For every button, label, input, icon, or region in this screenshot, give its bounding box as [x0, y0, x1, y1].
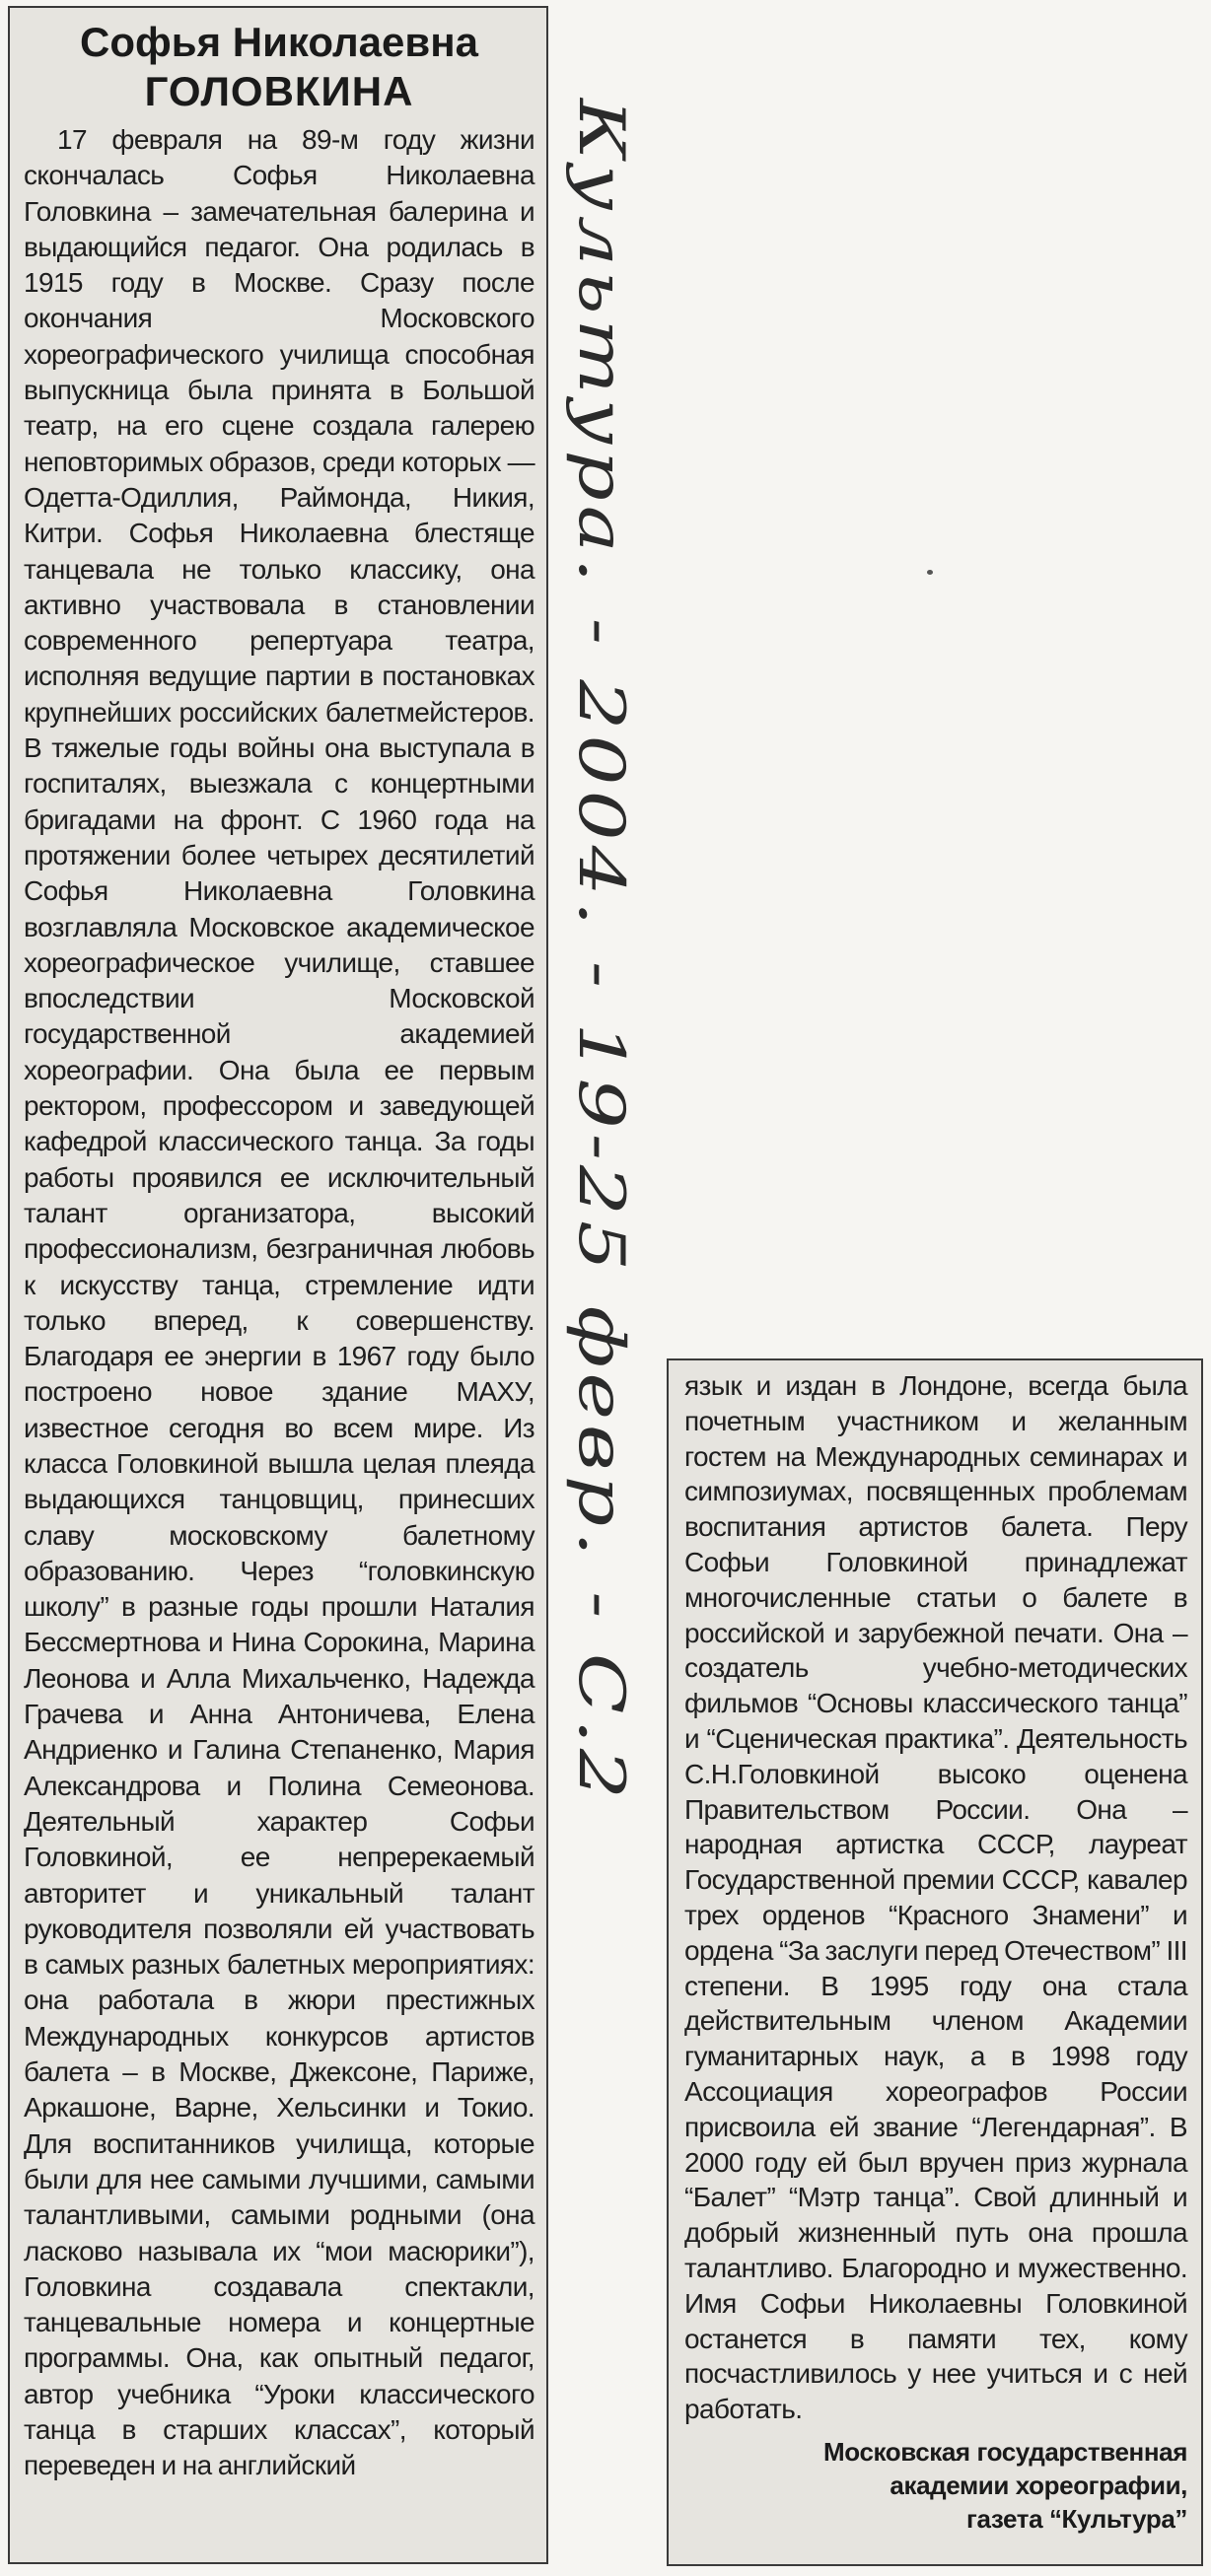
ink-spot: [927, 570, 933, 575]
article-title-line1: Софья Николаевна: [80, 19, 478, 65]
signature-line2: академии хореографии,: [890, 2470, 1187, 2500]
article-body-right: язык и издан в Лондоне, всегда была почетным участником и желанным гостем на Международных семинарах и симпозиумах, посвященных проблемам воспитания артистов балета. Перу Софьи Головкиной принадлежат многочисленные статьи о балете в российской и зарубежной печати. Она – создатель учебно-методических фильмов “Основы классического танца” и “Сценическая практика”. Деятельность С.Н.Головкиной высоко оценена Правительством России. Она – народная артистка СССР, лауреат Государственной премии СССР, кавалер трех орденов “Красного Знамени” и ордена “За заслуги перед Отечеством” III степени. В 1995 году она стала действительным членом Академии гуманитарных наук, а в 1998 году Ассоциация хореографов России присвоила ей звание “Легендарная”. В 2000 году ей был вручен приз журнала “Балет” “Мэтр танца”. Свой длинный и добрый жизненный путь она прошла талантливо. Благородно и мужественно. Имя Софьи Николаевны Головкиной останется в памяти тех, кому посчастливилось у нее учиться и с ней работать.: [684, 1370, 1187, 2425]
article-signature: [684, 2435, 1187, 2536]
article-title-line2: ГОЛОВКИНА: [144, 68, 414, 114]
clipping-column-right: [667, 1358, 1203, 2566]
article-body-left: 17 февраля на 89-м году жизни скончалась Софья Николаевна Головкина – замечательная балерина и выдающийся педагог. Она родилась в 1915 году в Москве. Сразу после окончания Московского хореографического училища способная выпускница была принята в Большой театр, на его сцене создала галерею неповторимых образов, среди которых — Одетта-Одиллия, Раймонда, Никия, Китри. Софья Николаевна блестяще танцевала не только классику, она активно участвовала в становлении современного репертуара театра, исполняя ведущие партии в постановках крупнейших российских балетмейстеров. В тяжелые годы войны она выступала в госпиталях, выезжала с концертными бригадами на фронт. С 1960 года на протяжении более четырех десятилетий Софья Николаевна Головкина возглавляла Московское академическое хореографическое училище, ставшее впоследствии Московской государственной академией хореографии. Она была ее первым ректором, профессором и заведующей кафедрой классического танца. За годы работы проявился ее исключительный талант организатора, высокий профессионализм, безграничная любовь к искусству танца, стремление идти только вперед, к совершенству. Благодаря ее энергии в 1967 году было построено новое здание МАХУ, известное сегодня во всем мире. Из класса Головкиной вышла целая плеяда выдающихся танцовщиц, принесших славу московскому балетному образованию. Через “головкинскую школу” в разные годы прошли Наталия Бессмертнова и Нина Сорокина, Марина Леонова и Алла Михальченко, Надежда Грачева и Анна Антоничева, Елена Андриенко и Галина Степаненко, Мария Александрова и Полина Семеонова. Деятельный характер Софьи Головкиной, ее непререкаемый авторитет и уникальный талант руководителя позволяли ей участвовать в самых разных балетных мероприятиях: она работала в жюри престижных Международных конкурсов артистов балета – в Москве, Джексоне, Париже, Аркашоне, Варне, Хельсинки и Токио. Для воспитанников училища, которые были для нее самыми лучшими, самыми талантливыми, самыми родными (она ласково называла их “мои масюрики”), Головкина создавала спектакли, танцевальные номера и концертные программы. Она, как опытный педагог, автор учебника “Уроки классического танца в старших классах”, который переведен и на английский: [24, 124, 534, 2481]
clipping-column-left: [8, 6, 548, 2564]
handwritten-note-text: Культура. - 2004. - 19-25 февр. - С.2: [564, 99, 637, 1459]
article-title: [24, 18, 534, 116]
signature-line1: Московская государственная: [823, 2436, 1187, 2467]
signature-line3: газета “Культура”: [966, 2503, 1187, 2534]
